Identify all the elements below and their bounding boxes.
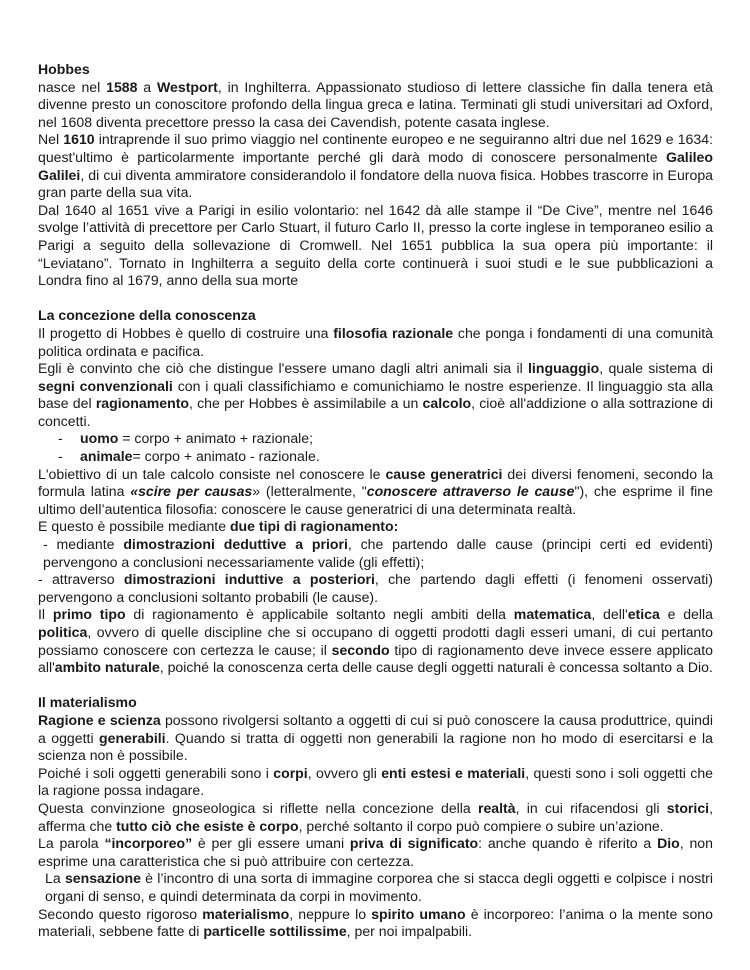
paragraph: Il progetto di Hobbes è quello di costruire una filosofia razionale che ponga i fondamenti di una comunità politica ordinata e pacifica. [38,324,713,359]
paragraph: Egli è convinto che ciò che distingue l'essere umano dagli altri animali sia il linguaggio, quale sistema di segni convenzionali con i quali classifichiamo e comunichiamo le nostre esperienze. Il linguaggio sta alla base del ragionamento, che per Hobbes è assimilabile a un calcolo, cioè all'addizione o alla sottrazione di concetti. [38,360,714,429]
paragraph: Questa convinzione gnoseologica si riflette nella concezione della realtà, in cui rifacendosi gli storici, afferma che tutto ciò che esiste è corpo, perché soltanto il corpo può compiere o subire un’azione. [38,799,713,834]
list-item: - uomo = corpo + animato + razionale; [58,430,314,447]
section-conoscenza [38,307,713,676]
paragraph: Dal 1640 al 1651 vive a Parigi in esilio volontario: nel 1642 dà alle stampe il “De Cive”, mentre nel 1646 svolge l’attività di precettore per Carlo Stuart, il futuro Carlo II, presso la corte inglese in temporaneo esilio a Parigi a seguito della sollevazione di Cromwell. Nel 1651 pubblica la sua opera più importante: il “Leviatano”. Tornato in Inghilterra a seguito della corte continuerà i suoi studi e le sue pubblicazioni a Londra fino al 1679, anno della sua morte [38,201,713,289]
paragraph: - attraverso dimostrazioni induttive a posteriori, che partendo dagli effetti (i fenomeni osservati) pervengono a conclusioni soltanto probabili (le cause). [38,571,713,605]
section-heading: La concezione della conoscenza [38,307,256,324]
paragraph: L'obiettivo di un tale calcolo consiste nel conoscere le cause generatrici dei diversi fenomeni, secondo la formula latina «scire per causas» (letteralmente, "conoscere attraverso le cause"), che esprime il fine ultimo dell’autentica filosofia: conoscere le cause generatrici di una determinata realtà. [38,465,713,517]
paragraph: nasce nel 1588 a Westport, in Inghilterra. Appassionato studioso di lettere classiche fin dalla tenera età divenne presto un conoscitore profondo della lingua greca e latina. Terminati gli studi universitari ad Oxford, nel 1608 diventa precettore presso la casa dei Cavendish, potente casata inglese. [38,78,714,130]
section-hobbes [38,61,713,290]
spacer [38,677,713,695]
spacer [38,290,713,308]
paragraph: - mediante dimostrazioni deduttive a priori, che partendo dalle cause (principi certi ed evidenti) pervengono a conclusioni necessariamente valide (gli effetti); [43,536,713,570]
paragraph: Secondo questo rigoroso materialismo, neppure lo spirito umano è incorporeo: l’anima o la mente sono materiali, sebbene fatte di particelle sottilissime, per noi impalpabili. [38,905,713,940]
section-heading: Hobbes [38,61,90,77]
section-materialismo [38,694,713,940]
paragraph: Il primo tipo di ragionamento è applicabile soltanto negli ambiti della matematica, dell'etica e della politica, ovvero di quelle discipline che si occupano di oggetti prodotti dagli esseri umani, di cui pertanto possiamo conoscere con certezza le cause; il secondo tipo di ragionamento deve invece essere applicato all'ambito naturale, poiché la conoscenza certa delle cause degli oggetti naturali è concessa soltanto a Dio. [38,606,714,676]
paragraph: La sensazione è l’incontro di una sorta di immagine corporea che si stacca degli oggetti e colpisce i nostri organi di senso, e quindi determinata da corpi in movimento. [45,870,713,904]
section-heading: Il materialismo [38,694,137,711]
paragraph: Poiché i soli oggetti generabili sono i corpi, ovvero gli enti estesi e materiali, questi sono i soli oggetti che la ragione possa indagare. [38,764,713,799]
paragraph: Nel 1610 intraprende il suo primo viaggio nel continente europeo e ne seguiranno altri due nel 1629 e 1634: quest'ultimo è particolarmente importante perché gli darà modo di conoscere personalmente Galileo Galilei, di cui diventa ammiratore considerandolo il fondatore della nuova fisica. Hobbes trascorre in Europa gran parte della sua vita. [38,131,713,201]
paragraph: Ragione e scienza possono rivolgersi soltanto a oggetti di cui si può conoscere la causa produttrice, quindi a oggetti generabili. Quando si tratta di oggetti non generabili la ragione non ho modo di esercitarsi e la scienza non è possibile. [38,711,713,764]
list-item: - animale= corpo + animato - razionale. [58,448,320,465]
paragraph: La parola “incorporeo” è per gli essere umani priva di significato: anche quando è riferito a Dio, non esprime una caratteristica che si può attribuire con certezza. [38,835,713,869]
paragraph: E questo è possibile mediante due tipi di ragionamento: [38,518,399,535]
